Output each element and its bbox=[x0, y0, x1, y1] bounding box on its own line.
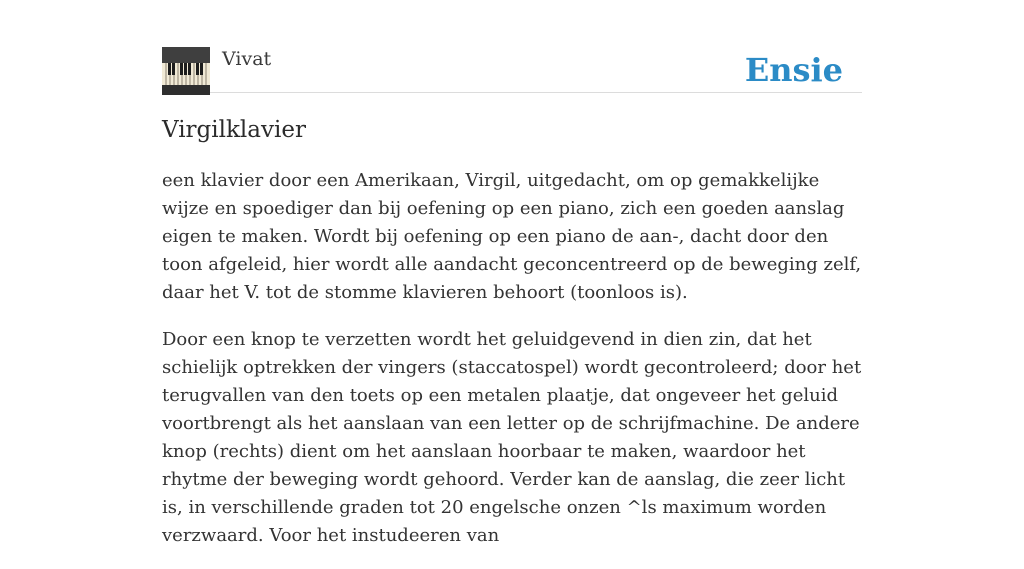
piano-keys-avatar-icon bbox=[162, 47, 210, 95]
ensie-logo-link[interactable]: Ensie bbox=[744, 51, 843, 89]
avatar[interactable] bbox=[162, 47, 210, 95]
entry-content bbox=[162, 167, 862, 569]
entry-title: Virgilklavier bbox=[162, 117, 306, 143]
entry-paragraph: Door een knop te verzetten wordt het geluidgevend in dien zin, dat het schielijk optrekken der vingers (staccatospel) wordt gecontroleerd; door het terugvallen van den toets op een metalen plaatje, dat ongeveer het geluid voortbrengt als het aanslaan van een letter op de schrijfmachine. De andere knop (rechts) dient om het aanslaan hoorbaar te maken, waardoor het rhytme der beweging wordt gehoord. Verder kan de aanslag, die zeer licht is, in verschillende graden tot 20 engelsche onzen ^ls maximum worden verzwaard. Voor het instudeeren van bbox=[162, 329, 862, 546]
username-link[interactable]: Vivat bbox=[222, 48, 272, 70]
header bbox=[162, 47, 862, 93]
entry-paragraph: een klavier door een Amerikaan, Virgil, uitgedacht, om op gemakkelijke wijze en spoediger dan bij oefening op een piano, zich een goeden aanslag eigen te maken. Wordt bij oefening op een piano de aan-, dacht door den toon afgeleid, hier wordt alle aandacht geconcentreerd op de beweging zelf, daar het V. tot de stomme klavieren behoort (toonloos is). bbox=[162, 170, 862, 303]
